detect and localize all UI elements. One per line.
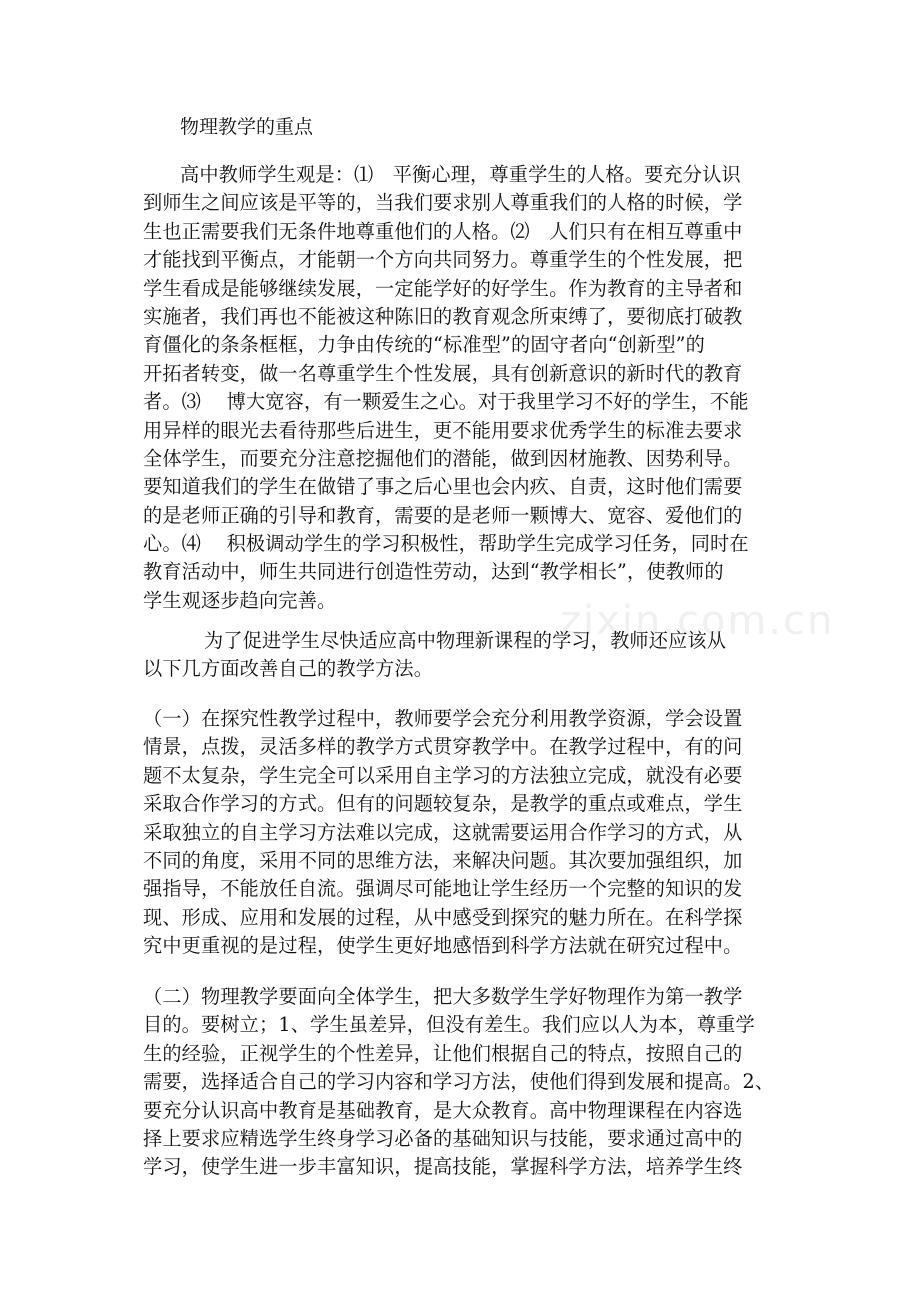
text-line: （一）在探究性教学过程中，教师要学会充分利用教学资源，学会设置 bbox=[143, 707, 743, 730]
text-line: 强指导，不能放任自流。强调尽可能地让学生经历一个完整的知识的发 bbox=[143, 877, 743, 901]
text-line: 学生看成是能够继续发展，一定能学好的好学生。作为教育的主导者和 bbox=[143, 276, 743, 300]
text-line: 学生观逐步趋向完善。 bbox=[143, 588, 337, 612]
paragraph-section-one bbox=[143, 705, 778, 961]
text-line: 开拓者转变，做一名尊重学生个性发展，具有创新意识的新时代的教育 bbox=[143, 361, 743, 385]
text-line: 生也正需要我们无条件地尊重他们的人格。⑵ 人们只有在相互尊重中 bbox=[143, 219, 743, 243]
text-line: 需要，选择适合自己的学习内容和学习方法，使他们得到发展和提高。2、 bbox=[143, 1070, 775, 1094]
text-line: 要知道我们的学生在做错了事之后心里也会内疚、自责，这时他们需要 bbox=[143, 475, 743, 499]
text-line: 采取合作学习的方式。但有的问题较复杂，是教学的重点或难点，学生 bbox=[143, 792, 743, 816]
text-line: 题不太复杂，学生完全可以采用自主学习的方法独立完成，就没有必要 bbox=[143, 763, 743, 787]
text-line: 者。⑶ 博大宽容，有一颗爱生之心。对于我里学习不好的学生，不能 bbox=[143, 390, 749, 414]
text-line: 高中教师学生观是：⑴ 平衡心理，尊重学生的人格。要充分认识 bbox=[180, 163, 741, 186]
text-line: 心。⑷ 积极调动学生的学习积极性，帮助学生完成学习任务，同时在 bbox=[143, 532, 749, 556]
text-line: 才能找到平衡点，才能朝一个方向共同努力。尊重学生的个性发展，把 bbox=[143, 248, 743, 272]
text-line: 要充分认识高中教育是基础教育，是大众教育。高中物理课程在内容选 bbox=[143, 1098, 743, 1122]
text-line: 用异样的眼光去看待那些后进生，更不能用要求优秀学生的标准去要求 bbox=[143, 418, 743, 442]
text-line: 以下几方面改善自己的教学方法。 bbox=[143, 657, 434, 681]
text-line: 不同的角度，采用不同的思维方法，来解决问题。其次要加强组织，加 bbox=[143, 848, 743, 872]
text-line: 现、形成、应用和发展的过程，从中感受到探究的魅力所在。在科学探 bbox=[143, 905, 743, 929]
text-line: 到师生之间应该是平等的，当我们要求别人尊重我们的人格的时候，学 bbox=[143, 191, 743, 215]
text-line: 实施者，我们再也不能被这种陈旧的教育观念所束缚了，要彻底打破教 bbox=[143, 304, 743, 328]
text-line: 全体学生，而要充分注意挖掘他们的潜能，做到因材施教、因势利导。 bbox=[143, 446, 743, 470]
document-title: 物理教学的重点 bbox=[180, 116, 314, 138]
text-line: 的是老师正确的引导和教育，需要的是老师一颗博大、宽容、爱他们的 bbox=[143, 503, 743, 527]
text-line: 究中更重视的是过程，使学生更好地感悟到科学方法就在研究过程中。 bbox=[143, 934, 743, 958]
paragraph-intro-methods bbox=[143, 627, 778, 684]
text-line: 生的经验，正视学生的个性差异，让他们根据自己的特点，按照自己的 bbox=[143, 1041, 743, 1065]
paragraph-section-two bbox=[143, 983, 778, 1182]
text-line: 育僵化的条条框框，力争由传统的“标准型”的固守者向“创新型”的 bbox=[143, 333, 705, 357]
text-line: （二）物理教学要面向全体学生，把大多数学生学好物理作为第一教学 bbox=[143, 985, 743, 1008]
text-line: 为了促进学生尽快适应高中物理新课程的学习，教师还应该从 bbox=[204, 629, 727, 652]
text-line: 采取独立的自主学习方法难以完成，这就需要运用合作学习的方式，从 bbox=[143, 820, 743, 844]
watermark: zixin.com.cn bbox=[560, 598, 835, 644]
paragraph-student-view bbox=[143, 161, 778, 615]
text-line: 学习，使学生进一步丰富知识，提高技能，掌握科学方法，培养学生终 bbox=[143, 1155, 743, 1179]
text-line: 择上要求应精选学生终身学习必备的基础知识与技能，要求通过高中的 bbox=[143, 1126, 743, 1150]
text-line: 情景，点拨，灵活多样的教学方式贯穿教学中。在教学过程中，有的问 bbox=[143, 735, 743, 759]
text-line: 目的。要树立；1、学生虽差异，但没有差生。我们应以人为本，尊重学 bbox=[143, 1013, 755, 1037]
text-line: 教育活动中，师生共同进行创造性劳动，达到“教学相长”，使教师的 bbox=[143, 560, 724, 584]
